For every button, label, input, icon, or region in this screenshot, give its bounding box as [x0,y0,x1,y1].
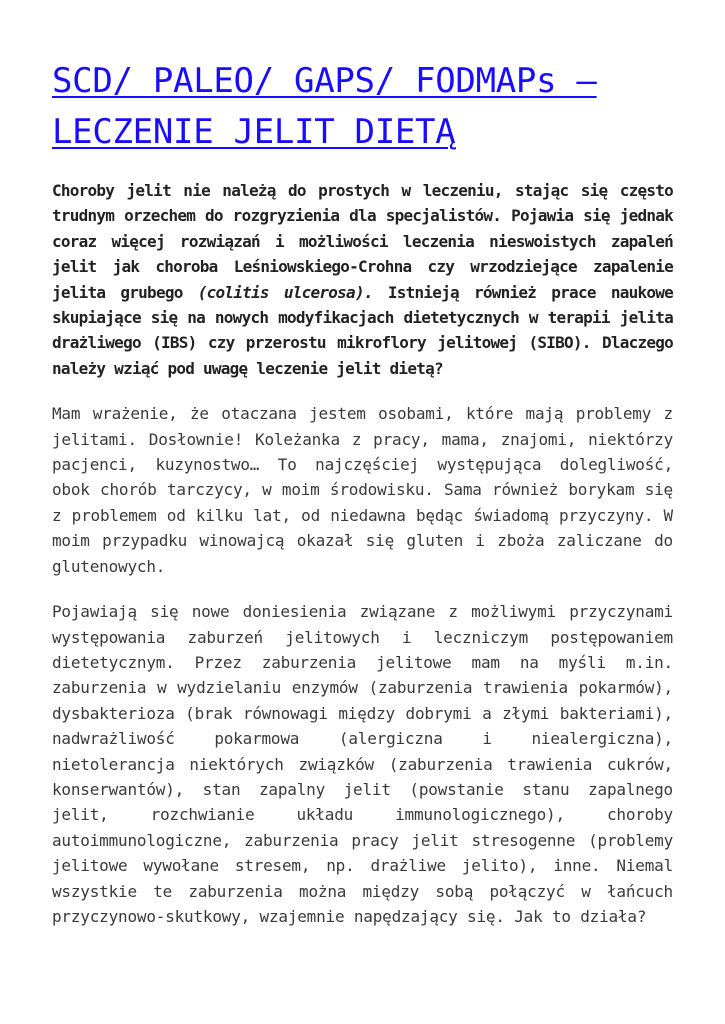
lead-latin-term: (colitis ulcerosa). [197,282,373,302]
article-paragraph-1: Mam wrażenie, że otaczana jestem osobami, które mają problemy z jelitami. Dosłownie! Koleżanka z pracy, mama, znajomi, niektórzy pacjenci, kuzynostwo… To najczęściej występująca dolegliwość, obok chorób tarczycy, w moim środowisku. Sama również borykam się z problemem od kilku lat, od niedawna będąc świadomą przyczyny. W moim przypadku winowajcą okazał się gluten i zboża zaliczane do glutenowych. [52,404,673,576]
article-lead [52,178,673,381]
article-paragraph-2: Pojawiają się nowe doniesienia związane z możliwymi przyczynami występowania zaburzeń jelitowych i leczniczym postępowaniem dietetycznym. Przez zaburzenia jelitowe mam na myśli m.in. zaburzenia w wydzielaniu enzymów (zaburzenia trawienia pokarmów), dysbakterioza (brak równowagi między dobrymi a złymi bakteriami), nadwrażliwość pokarmowa (alergiczna i niealergiczna), nietolerancja niektórych związków (zaburzenia trawienia cukrów, konserwantów), stan zapalny jelit (powstanie stanu zapalnego jelit, rozchwianie układu immunologicznego), choroby autoimmunologiczne, zaburzenia pracy jelit stresogenne (problemy jelitowe wywołane stresem, np. drażliwe jelito), inne. Niemal wszystkie te zaburzenia można między sobą połączyć w łańcuch przyczynowo-skutkowy, wzajemnie napędzający się. Jak to działa? [52,602,673,926]
article-title-link[interactable]: SCD/ PALEO/ GAPS/ FODMAPs – LECZENIE JELIT DIETĄ [52,61,597,152]
lead-text-start: Choroby jelit nie należą do prostych w leczeniu, stając się często trudnym orzechem do rozgryzienia dla specjalistów. Pojawia się jednak coraz więcej rozwiązań i możliwości leczenia nieswoistych zapaleń jelit jak choroba Leśniowskiego-Crohna czy wrzodziejące zapalenie jelita grubego [52,181,673,302]
lead-text-end: Istnieją również prace naukowe skupiające się na nowych modyfikacjach dietetycznych w terapii jelita drażliwego (IBS) czy przerostu mikroflory jelitowej (SIBO). Dlaczego należy wziąć pod uwagę leczenie jelit dietą? [52,282,673,378]
article [52,56,673,949]
article-title [52,56,673,158]
